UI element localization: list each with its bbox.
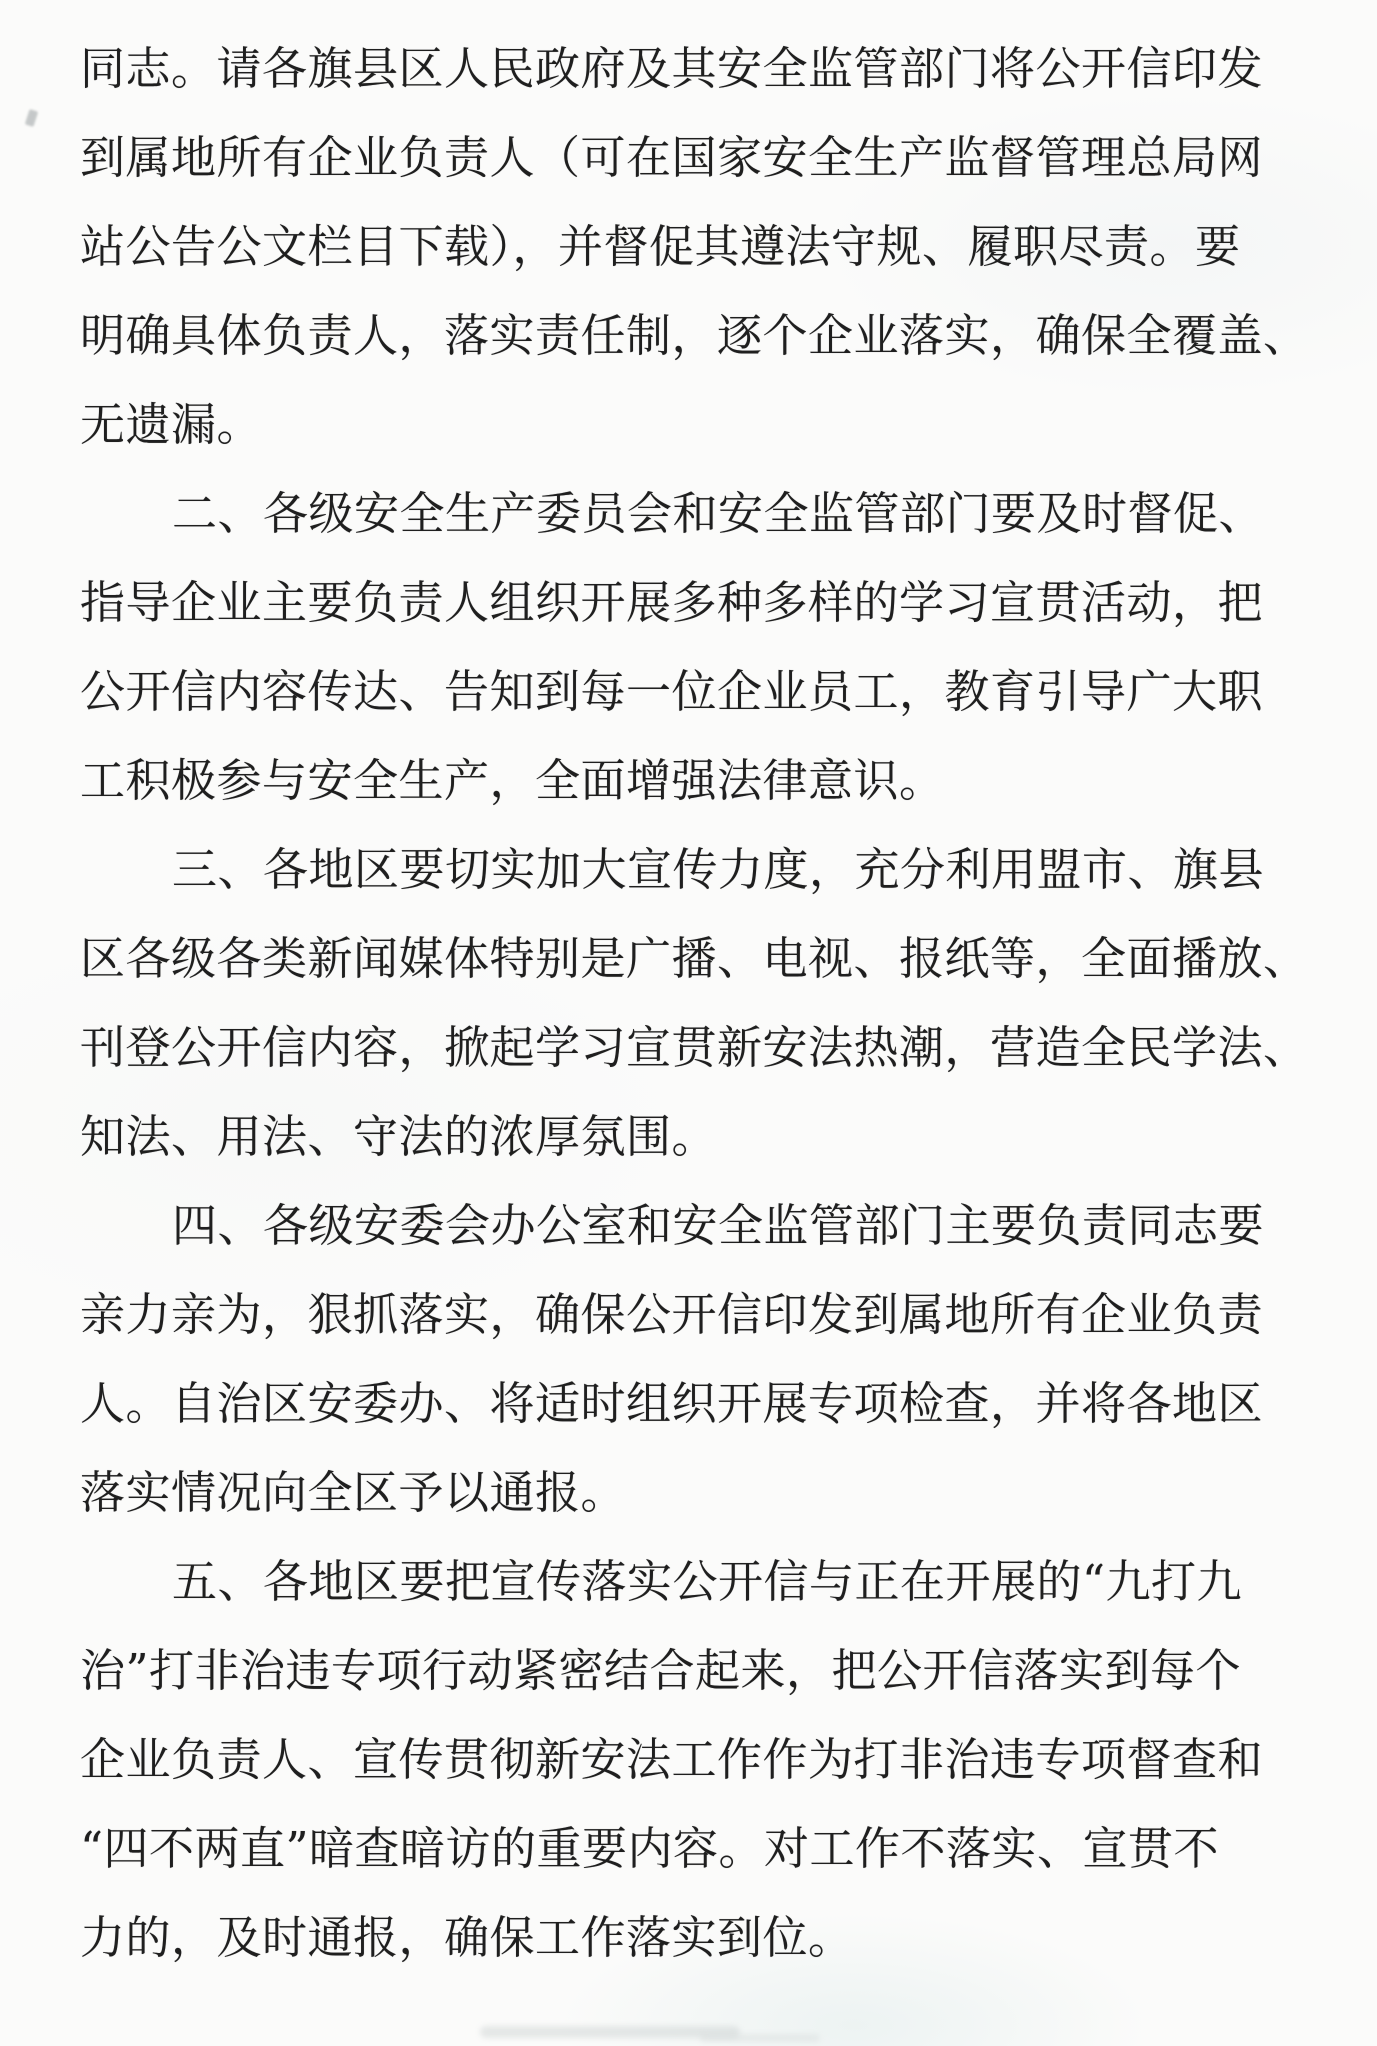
text-line: 三、各地区要切实加大宣传力度，充分利用盟市、旗县 xyxy=(172,843,1265,896)
paragraph xyxy=(80,1537,1264,1982)
text-line: 刊登公开信内容，掀起学习宣贯新安法热潮，营造全民学法、 xyxy=(80,1021,1309,1074)
scan-artifact-smudge xyxy=(700,2034,820,2042)
paragraph xyxy=(80,469,1265,825)
text-line: 明确具体负责人，落实责任制，逐个企业落实，确保全覆盖、 xyxy=(80,309,1309,362)
text-line: 公开信内容传达、告知到每一位企业员工，教育引导广大职 xyxy=(80,665,1264,718)
text-line: 无遗漏。 xyxy=(80,398,263,451)
text-line: 指导企业主要负责人组织开展多种多样的学习宣贯活动，把 xyxy=(80,576,1264,629)
paragraph xyxy=(80,24,1309,469)
text-line: 知法、用法、守法的浓厚氛围。 xyxy=(80,1110,718,1163)
text-line: 区各级各类新闻媒体特别是广播、电视、报纸等，全面播放、 xyxy=(80,932,1309,985)
text-line: “四不两直”暗查暗访的重要内容。对工作不落实、宣贯不 xyxy=(80,1822,1220,1875)
text-line: 落实情况向全区予以通报。 xyxy=(80,1466,627,1519)
text-line: 到属地所有企业负责人（可在国家安全生产监督管理总局网 xyxy=(80,131,1264,184)
paragraph xyxy=(80,825,1309,1181)
text-line: 治”打非治违专项行动紧密结合起来，把公开信落实到每个 xyxy=(80,1644,1242,1697)
text-line: 站公告公文栏目下载），并督促其遵法守规、履职尽责。要 xyxy=(80,220,1241,273)
text-line: 二、各级安全生产委员会和安全监管部门要及时督促、 xyxy=(172,487,1265,540)
text-line: 亲力亲为，狠抓落实，确保公开信印发到属地所有企业负责 xyxy=(80,1288,1264,1341)
text-line: 工积极参与安全生产，全面增强法律意识。 xyxy=(80,754,945,807)
text-line: 人。自治区安委办、将适时组织开展专项检查，并将各地区 xyxy=(80,1377,1264,1430)
paragraph xyxy=(80,1181,1265,1537)
text-line: 力的，及时通报，确保工作落实到位。 xyxy=(80,1911,854,1964)
text-line: 同志。请各旗县区人民政府及其安全监管部门将公开信印发 xyxy=(80,42,1264,95)
text-line: 企业负责人、宣传贯彻新安法工作作为打非治违专项督查和 xyxy=(80,1733,1264,1786)
text-line: 五、各地区要把宣传落实公开信与正在开展的“九打九 xyxy=(172,1555,1243,1608)
text-line: 四、各级安委会办公室和安全监管部门主要负责同志要 xyxy=(172,1199,1265,1252)
scan-artifact-mark xyxy=(25,109,39,127)
text-block xyxy=(80,24,1309,1982)
